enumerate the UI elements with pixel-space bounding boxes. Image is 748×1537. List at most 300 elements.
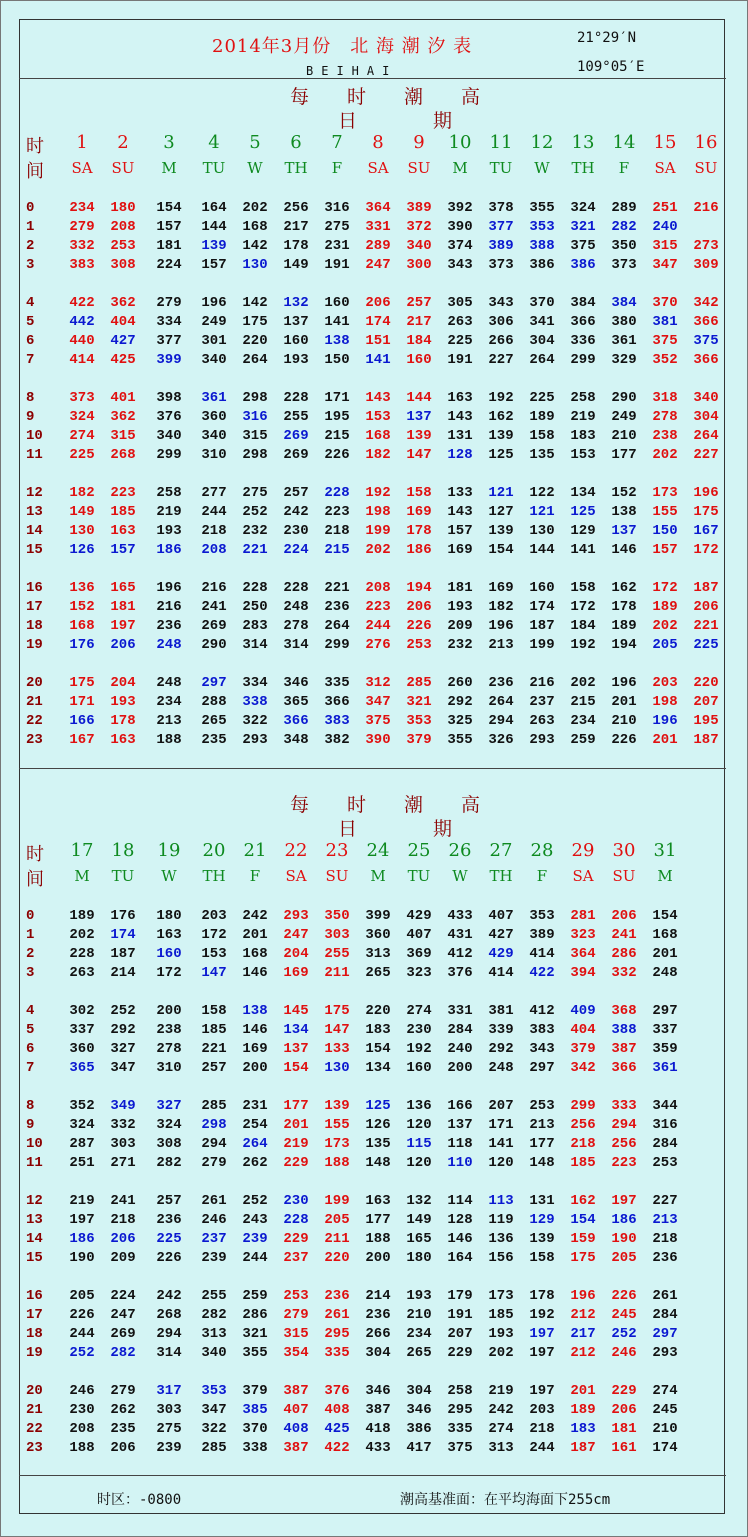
tide-height-cell: 271 [110,1155,136,1171]
tide-height-cell: 257 [201,1060,227,1076]
tide-height-cell: 221 [201,1041,227,1057]
tide-height-cell: 149 [283,257,309,273]
tide-height-cell: 235 [201,732,227,748]
tide-height-cell: 202 [69,927,95,943]
tide-height-cell: 251 [652,200,678,216]
tide-height-cell: 285 [201,1440,227,1456]
tide-height-cell: 147 [406,447,432,463]
tide-height-cell: 217 [570,1326,596,1342]
tide-height-cell: 375 [447,1440,473,1456]
tide-height-cell: 208 [69,1421,95,1437]
tide-height-cell: 169 [242,1041,268,1057]
tide-height-cell: 394 [570,965,596,981]
tide-height-cell: 224 [110,1288,136,1304]
day-of-week: W [247,159,263,177]
tide-height-cell: 186 [406,542,432,558]
hour-label: 19 [26,637,43,653]
tide-height-cell: 137 [611,523,637,539]
tide-height-cell: 275 [324,219,350,235]
tide-height-cell: 362 [110,409,136,425]
tide-height-cell: 364 [365,200,391,216]
tide-height-cell: 175 [324,1003,350,1019]
tide-height-cell: 386 [529,257,555,273]
tide-height-cell: 228 [324,485,350,501]
tide-height-cell: 404 [110,314,136,330]
tide-height-cell: 182 [488,599,514,615]
tide-height-cell: 297 [652,1326,678,1342]
tide-height-cell: 185 [110,504,136,520]
tide-height-cell: 263 [529,713,555,729]
tide-height-cell: 248 [156,637,182,653]
tide-height-cell: 288 [201,694,227,710]
tide-height-cell: 240 [652,219,678,235]
tide-height-cell: 237 [529,694,555,710]
tide-height-cell: 347 [110,1060,136,1076]
tide-height-cell: 196 [570,1288,596,1304]
tide-height-cell: 241 [201,599,227,615]
tide-height-cell: 379 [570,1041,596,1057]
tide-height-cell: 188 [365,1231,391,1247]
tide-height-cell: 360 [365,927,391,943]
tide-height-cell: 172 [652,580,678,596]
tide-height-cell: 166 [447,1098,473,1114]
tide-height-cell: 275 [242,485,268,501]
tide-height-cell: 220 [365,1003,391,1019]
tide-height-cell: 433 [365,1440,391,1456]
tide-height-cell: 215 [324,542,350,558]
hour-label: 0 [26,908,35,924]
tide-height-cell: 278 [652,409,678,425]
tide-height-cell: 220 [324,1250,350,1266]
tide-height-cell: 364 [570,946,596,962]
tide-height-cell: 227 [693,447,719,463]
tide-height-cell: 155 [652,504,678,520]
tide-height-cell: 154 [570,1212,596,1228]
tide-height-cell: 304 [365,1345,391,1361]
tide-height-cell: 164 [201,200,227,216]
hourly-height-heading: 每 时 潮 高 [290,86,481,108]
day-number: 9 [413,132,425,153]
tide-height-cell: 387 [283,1383,309,1399]
tide-height-cell: 130 [324,1060,350,1076]
tide-height-cell: 146 [242,965,268,981]
tide-height-cell: 219 [69,1193,95,1209]
tide-height-cell: 202 [488,1345,514,1361]
tide-height-cell: 225 [69,447,95,463]
day-number: 27 [489,840,513,861]
hour-label: 0 [26,200,35,216]
tide-height-cell: 164 [447,1250,473,1266]
date-heading: 日 期 [338,110,453,132]
tide-height-cell: 141 [488,1136,514,1152]
hour-label: 14 [26,523,43,539]
hour-label: 5 [26,1022,35,1038]
tide-height-cell: 228 [69,946,95,962]
tide-height-cell: 318 [652,390,678,406]
tide-height-cell: 157 [201,257,227,273]
tide-height-cell: 203 [529,1402,555,1418]
day-number: 29 [571,840,595,861]
tide-height-cell: 283 [242,618,268,634]
tide-height-cell: 375 [365,713,391,729]
tide-height-cell: 217 [406,314,432,330]
hour-label: 8 [26,1098,35,1114]
tide-height-cell: 347 [652,257,678,273]
tide-height-cell: 201 [283,1117,309,1133]
tide-height-cell: 189 [529,409,555,425]
tide-height-cell: 390 [365,732,391,748]
hour-label: 13 [26,1212,43,1228]
tide-height-cell: 278 [156,1041,182,1057]
tide-height-cell: 269 [110,1326,136,1342]
tide-height-cell: 295 [324,1326,350,1342]
tide-height-cell: 431 [447,927,473,943]
tide-height-cell: 163 [156,927,182,943]
tide-height-cell: 387 [283,1440,309,1456]
tide-height-cell: 189 [570,1402,596,1418]
tide-height-cell: 327 [110,1041,136,1057]
tide-height-cell: 227 [652,1193,678,1209]
tide-height-cell: 154 [156,200,182,216]
day-number: 10 [448,132,472,153]
tide-height-cell: 228 [283,390,309,406]
tide-height-cell: 321 [570,219,596,235]
day-number: 26 [448,840,472,861]
day-of-week: F [536,867,548,885]
tide-height-cell: 355 [529,200,555,216]
tide-height-cell: 252 [242,1193,268,1209]
tide-height-cell: 350 [324,908,350,924]
hour-label: 23 [26,1440,43,1456]
tide-height-cell: 343 [488,295,514,311]
tide-height-cell: 141 [365,352,391,368]
tide-height-cell: 134 [365,1060,391,1076]
tide-height-cell: 381 [652,314,678,330]
tide-height-cell: 264 [488,694,514,710]
tide-height-cell: 245 [611,1307,637,1323]
tide-height-cell: 362 [110,295,136,311]
tide-height-cell: 354 [283,1345,309,1361]
tide-height-cell: 268 [110,447,136,463]
tide-height-cell: 377 [156,333,182,349]
tide-height-cell: 149 [69,504,95,520]
tide-height-cell: 202 [242,200,268,216]
tide-height-cell: 114 [447,1193,473,1209]
tide-height-cell: 302 [69,1003,95,1019]
tide-height-cell: 331 [365,219,391,235]
tide-height-cell: 198 [652,694,678,710]
tide-height-cell: 181 [447,580,473,596]
tide-height-cell: 370 [529,295,555,311]
tide-height-cell: 380 [611,314,637,330]
day-number: 21 [243,840,267,861]
tide-height-cell: 251 [69,1155,95,1171]
tide-height-cell: 388 [529,238,555,254]
tide-height-cell: 301 [201,333,227,349]
tide-height-cell: 152 [611,485,637,501]
tide-height-cell: 177 [365,1212,391,1228]
tide-height-cell: 282 [110,1345,136,1361]
tide-height-cell: 366 [324,694,350,710]
tide-height-cell: 125 [488,447,514,463]
day-of-week: W [161,867,177,885]
tide-height-cell: 226 [611,732,637,748]
tide-height-cell: 385 [242,1402,268,1418]
tide-height-cell: 187 [110,946,136,962]
tide-height-cell: 232 [242,523,268,539]
tide-height-cell: 412 [447,946,473,962]
tide-height-cell: 110 [447,1155,473,1171]
hour-label: 11 [26,1155,43,1171]
tide-height-cell: 210 [406,1307,432,1323]
tide-height-cell: 341 [529,314,555,330]
tide-height-cell: 234 [570,713,596,729]
tide-height-cell: 226 [406,618,432,634]
tide-height-cell: 284 [652,1307,678,1323]
tide-height-cell: 305 [447,295,473,311]
tide-height-cell: 138 [242,1003,268,1019]
tide-height-cell: 228 [283,1212,309,1228]
tide-height-cell: 218 [201,523,227,539]
tide-height-cell: 244 [529,1440,555,1456]
tide-height-cell: 308 [110,257,136,273]
tide-height-cell: 228 [283,580,309,596]
tide-height-cell: 293 [652,1345,678,1361]
tide-height-cell: 298 [242,390,268,406]
tide-height-cell: 196 [488,618,514,634]
hour-label: 7 [26,352,35,368]
tide-height-cell: 185 [570,1155,596,1171]
tide-height-cell: 282 [156,1155,182,1171]
tide-height-cell: 249 [611,409,637,425]
station-name-en: BEIHAI [306,64,398,78]
tide-height-cell: 125 [570,504,596,520]
tide-height-cell: 236 [324,599,350,615]
tide-height-cell: 333 [611,1098,637,1114]
tide-height-cell: 197 [529,1345,555,1361]
tide-height-cell: 384 [611,295,637,311]
tide-height-cell: 176 [69,637,95,653]
tide-height-cell: 401 [110,390,136,406]
tide-height-cell: 255 [324,946,350,962]
tide-height-cell: 226 [156,1250,182,1266]
tide-height-cell: 137 [283,1041,309,1057]
tide-height-cell: 236 [156,1212,182,1228]
tide-height-cell: 139 [488,523,514,539]
day-number: 24 [366,840,390,861]
tide-height-cell: 243 [242,1212,268,1228]
tide-height-cell: 335 [447,1421,473,1437]
tide-height-cell: 316 [242,409,268,425]
tide-height-cell: 163 [110,523,136,539]
tide-height-cell: 327 [156,1098,182,1114]
tide-height-cell: 425 [110,352,136,368]
tide-height-cell: 303 [156,1402,182,1418]
tide-height-cell: 219 [488,1383,514,1399]
tide-height-cell: 258 [447,1383,473,1399]
tide-height-cell: 141 [324,314,350,330]
tide-height-cell: 290 [611,390,637,406]
tide-height-cell: 153 [570,447,596,463]
tide-height-cell: 377 [488,219,514,235]
tide-height-cell: 201 [611,694,637,710]
tide-height-cell: 130 [242,257,268,273]
tide-height-cell: 173 [324,1136,350,1152]
tide-height-cell: 223 [110,485,136,501]
tide-height-cell: 375 [570,238,596,254]
tide-height-cell: 206 [693,599,719,615]
tide-height-cell: 176 [110,908,136,924]
tide-height-cell: 206 [611,1402,637,1418]
hour-label: 14 [26,1231,43,1247]
tide-height-cell: 408 [324,1402,350,1418]
tide-height-cell: 131 [529,1193,555,1209]
tide-height-cell: 193 [283,352,309,368]
tide-height-cell: 143 [447,409,473,425]
tide-height-cell: 308 [156,1136,182,1152]
tide-height-cell: 185 [488,1307,514,1323]
tide-height-cell: 207 [447,1326,473,1342]
hour-label: 9 [26,409,35,425]
hour-label: 1 [26,219,35,235]
tide-height-cell: 158 [201,1003,227,1019]
tide-height-cell: 216 [693,200,719,216]
tide-height-cell: 165 [110,580,136,596]
tide-height-cell: 284 [652,1136,678,1152]
tide-height-cell: 201 [570,1383,596,1399]
day-number: 4 [208,132,220,153]
tide-height-cell: 128 [447,447,473,463]
tide-height-cell: 165 [406,1231,432,1247]
day-number: 7 [331,132,343,153]
tide-height-cell: 225 [529,390,555,406]
tide-height-cell: 316 [652,1117,678,1133]
day-number: 16 [694,132,718,153]
tide-height-cell: 216 [529,675,555,691]
day-number: 25 [407,840,431,861]
tide-height-cell: 168 [365,428,391,444]
tide-height-cell: 172 [156,965,182,981]
tide-height-cell: 202 [652,447,678,463]
tide-height-cell: 253 [406,637,432,653]
day-of-week: TH [571,159,595,177]
tide-height-cell: 257 [406,295,432,311]
hour-label: 2 [26,238,35,254]
tide-height-cell: 161 [611,1440,637,1456]
tide-height-cell: 299 [324,637,350,653]
tide-height-cell: 147 [201,965,227,981]
tide-height-cell: 203 [652,675,678,691]
tide-height-cell: 135 [365,1136,391,1152]
tide-height-cell: 192 [365,485,391,501]
tide-height-cell: 255 [283,409,309,425]
tide-height-cell: 352 [69,1098,95,1114]
page-title: 2014年3月份 北 海 潮 汐 表 [212,36,473,57]
tide-height-cell: 304 [406,1383,432,1399]
tide-height-cell: 425 [324,1421,350,1437]
hour-label: 11 [26,447,43,463]
tide-height-cell: 297 [201,675,227,691]
tide-height-cell: 298 [201,1117,227,1133]
tide-height-cell: 407 [283,1402,309,1418]
tide-height-cell: 227 [488,352,514,368]
tide-height-cell: 192 [488,390,514,406]
tide-height-cell: 273 [693,238,719,254]
tide-height-cell: 286 [611,946,637,962]
day-of-week: M [370,867,386,885]
tide-height-cell: 262 [110,1402,136,1418]
hour-label: 18 [26,618,43,634]
tide-height-cell: 132 [283,295,309,311]
tide-height-cell: 193 [156,523,182,539]
tide-height-cell: 303 [110,1136,136,1152]
tide-height-cell: 310 [156,1060,182,1076]
tide-height-cell: 238 [652,428,678,444]
tide-height-cell: 229 [611,1383,637,1399]
tide-height-cell: 370 [242,1421,268,1437]
tide-height-cell: 120 [488,1155,514,1171]
tide-height-cell: 304 [693,409,719,425]
tide-height-cell: 389 [529,927,555,943]
tide-height-cell: 373 [69,390,95,406]
tide-height-cell: 136 [488,1231,514,1247]
tide-height-cell: 209 [110,1250,136,1266]
tide-height-cell: 422 [69,295,95,311]
day-number: 12 [530,132,554,153]
tide-height-cell: 225 [447,333,473,349]
tide-height-cell: 139 [488,428,514,444]
tide-height-cell: 381 [488,1003,514,1019]
tide-height-cell: 129 [570,523,596,539]
tide-height-cell: 192 [570,637,596,653]
tide-height-cell: 383 [324,713,350,729]
tide-height-cell: 195 [693,713,719,729]
time-label-bottom: 间 [26,161,44,182]
tide-height-cell: 187 [529,618,555,634]
tide-height-cell: 297 [652,1003,678,1019]
day-of-week: TU [407,867,431,885]
tide-height-cell: 229 [283,1231,309,1247]
tide-height-cell: 225 [693,637,719,653]
tide-height-cell: 191 [447,352,473,368]
hour-label: 13 [26,504,43,520]
tide-height-cell: 183 [570,1421,596,1437]
tide-height-cell: 215 [324,428,350,444]
tide-height-cell: 374 [447,238,473,254]
tide-height-cell: 139 [406,428,432,444]
tide-height-cell: 261 [652,1288,678,1304]
tide-height-cell: 297 [529,1060,555,1076]
tide-height-cell: 376 [447,965,473,981]
day-of-week: F [331,159,343,177]
tide-height-cell: 203 [201,908,227,924]
tide-height-cell: 348 [283,732,309,748]
tide-height-cell: 236 [156,618,182,634]
tide-height-cell: 299 [156,447,182,463]
tide-height-cell: 285 [201,1098,227,1114]
tide-height-cell: 148 [365,1155,391,1171]
tide-height-cell: 398 [156,390,182,406]
tide-height-cell: 230 [406,1022,432,1038]
tide-height-cell: 169 [406,504,432,520]
tide-height-cell: 314 [242,637,268,653]
tide-height-cell: 299 [570,1098,596,1114]
tide-height-cell: 158 [529,428,555,444]
day-of-week: SU [612,867,636,885]
datum-label: 潮高基准面：在平均海面下255cm [400,1492,611,1508]
tide-height-cell: 226 [324,447,350,463]
tide-height-cell: 143 [447,504,473,520]
